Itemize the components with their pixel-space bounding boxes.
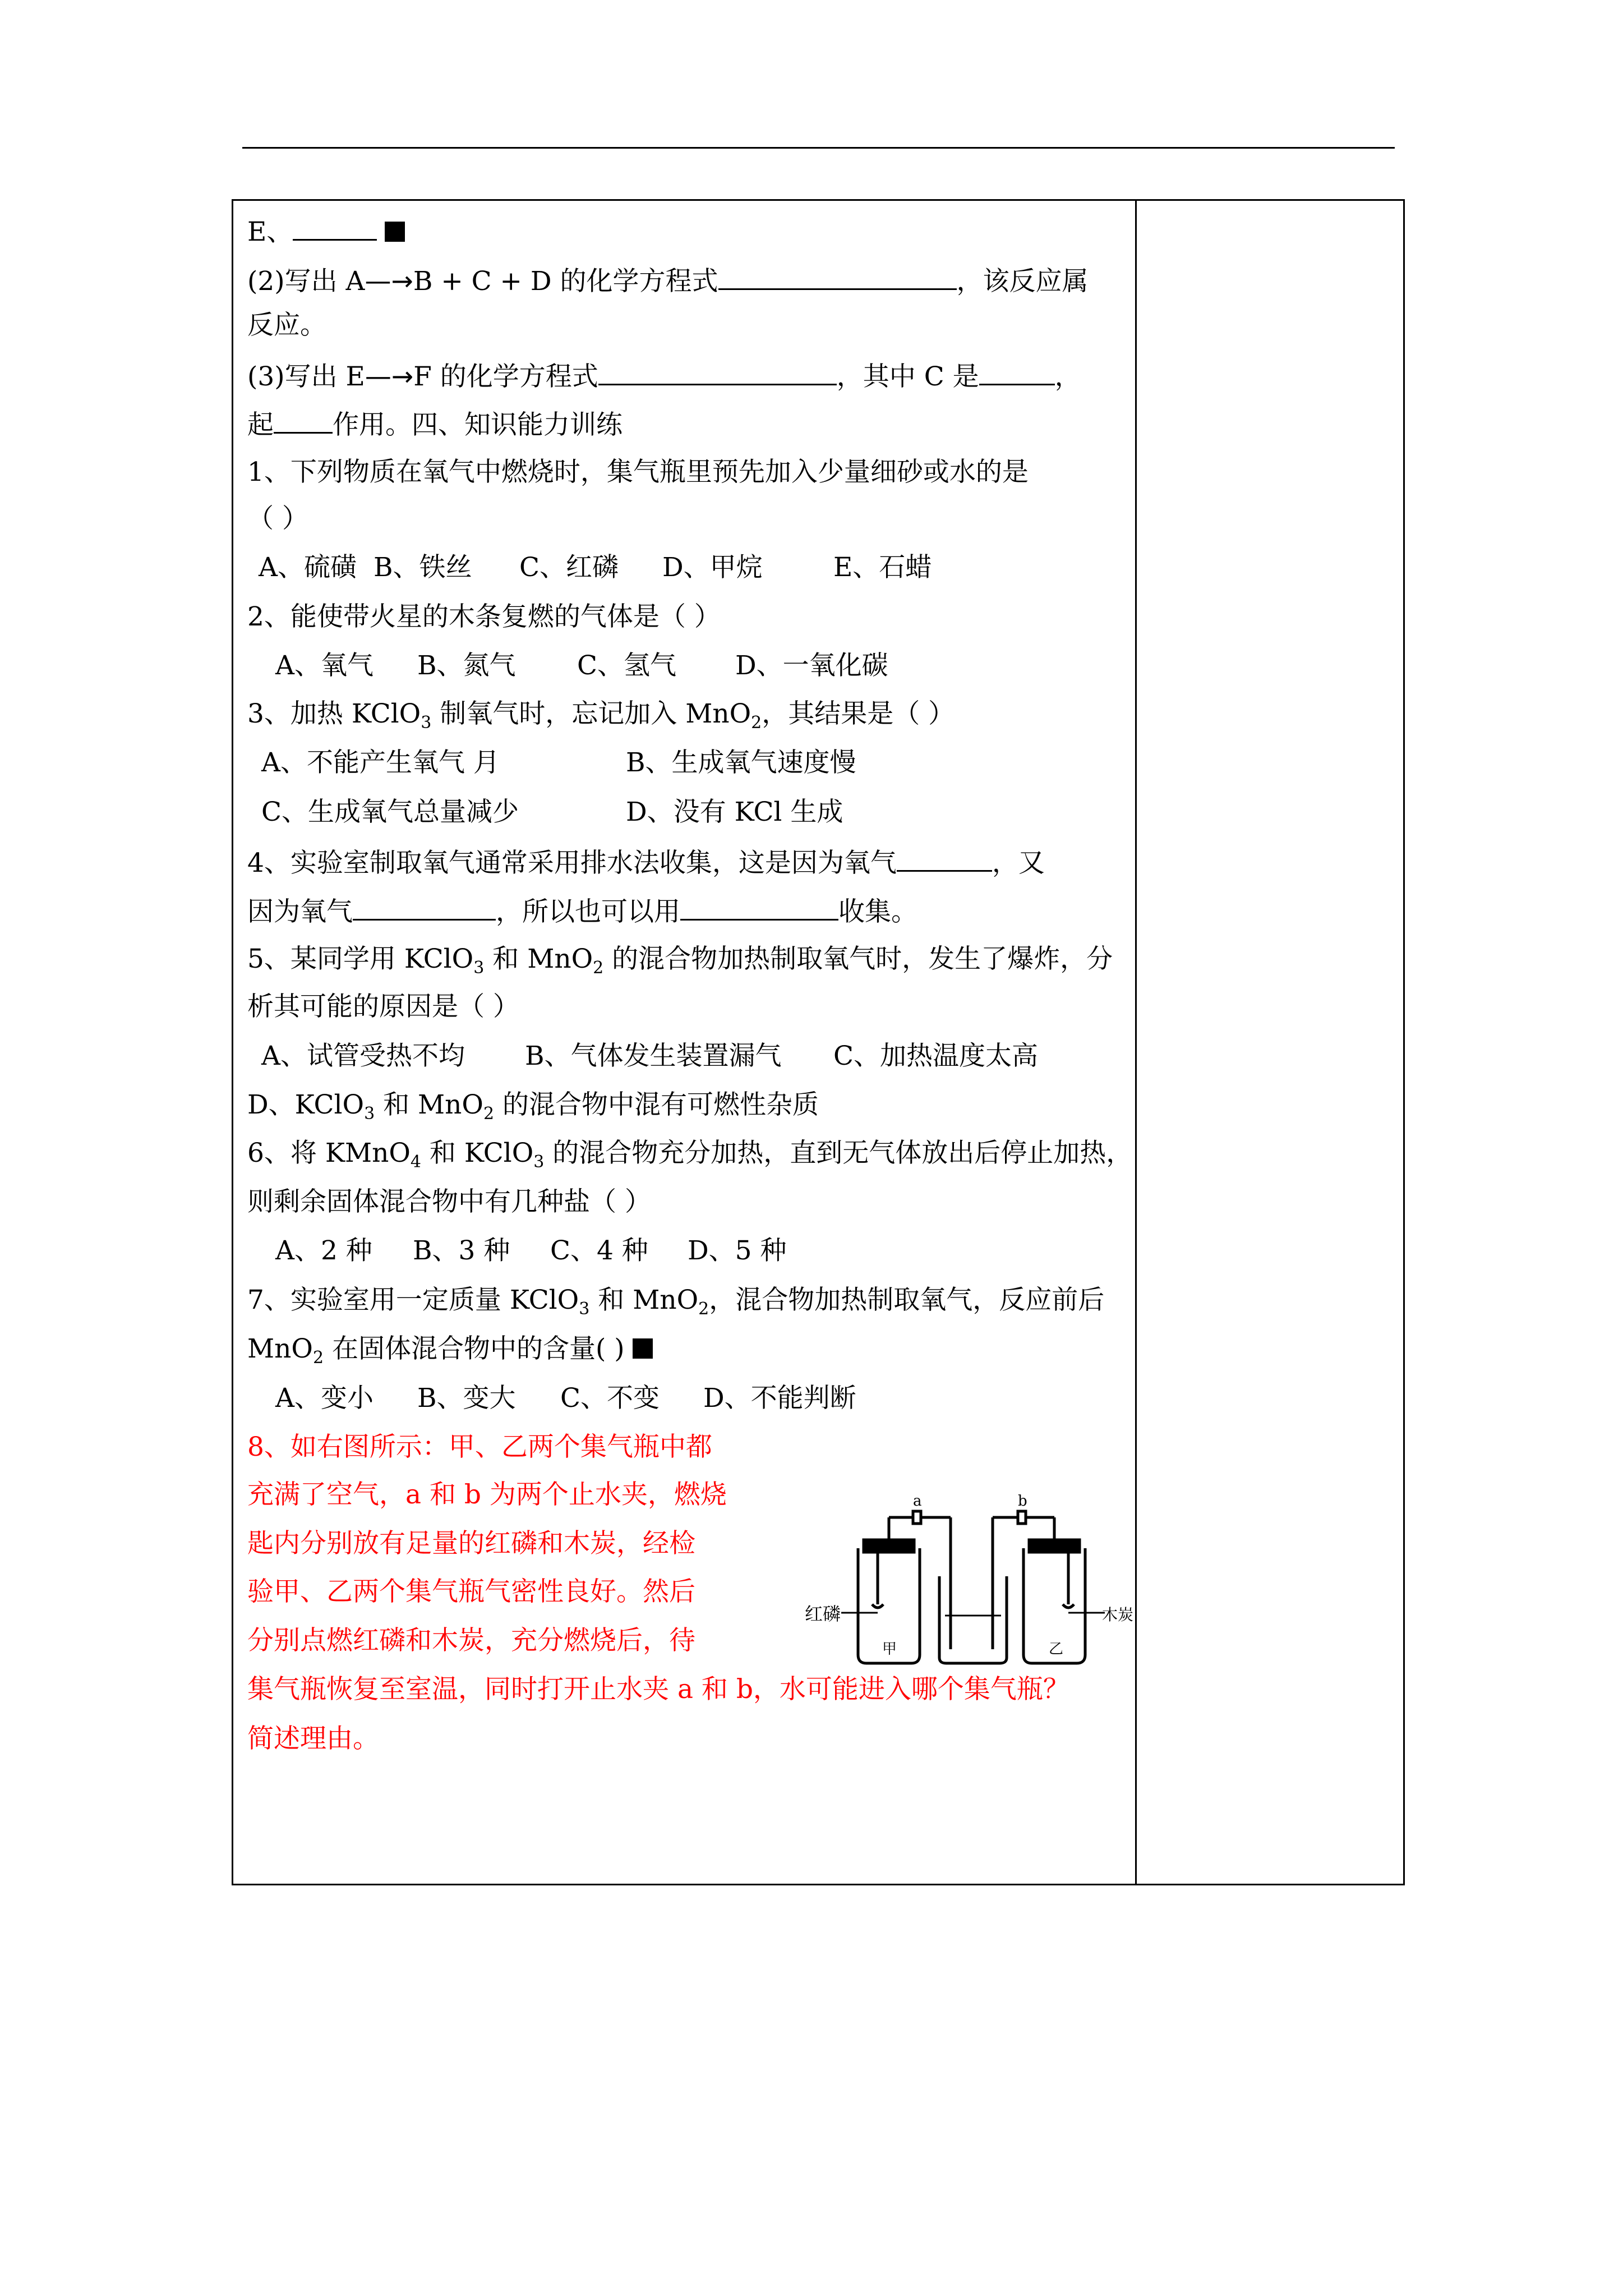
question-8-line: 简述理由。 [247,1723,379,1754]
question-5-line-2: 析其可能的原因是（ ） [247,991,519,1022]
q3-equation-blank[interactable] [598,358,837,385]
header-rule [242,147,1395,149]
question-4-line-2: 因为氧气 ，所以也可以用 收集。 [247,893,917,929]
figure-label-yi: 乙 [1049,1641,1064,1658]
option[interactable]: D、5 种 [688,1235,787,1266]
square-marker-icon [633,1338,653,1359]
question-1-stem: 1、下列物质在氧气中燃烧时，集气瓶里预先加入少量细砂或水的是 [247,457,1029,487]
question-8-line: 8、如右图所示：甲、乙两个集气瓶中都 [247,1432,712,1462]
question-7-options [275,1382,856,1415]
q2-line-1: (2)写出 A—→B + C + D 的化学方程式 ，该反应属 [247,263,1089,298]
option[interactable]: A、试管受热不均 [261,1041,465,1071]
q2-line-2: 反应。 [247,310,326,341]
question-6-options [275,1234,787,1268]
question-1-paren: （ ） [247,503,308,534]
square-marker-icon [385,222,405,242]
question-4-blank-1[interactable] [897,844,992,872]
question-2-stem: 2、能使带火星的木条复燃的气体是（ ） [247,601,721,632]
question-3-options-row-2 [261,795,843,829]
option[interactable]: B、气体发生装置漏气 [525,1041,782,1071]
option[interactable]: A、氧气 [275,650,374,681]
question-5-option-d[interactable]: D、KClO$_3$ 和 MnO$_2$ 的混合物中混有可燃性杂质 [247,1089,819,1124]
option[interactable]: C、不变 [560,1383,660,1414]
option[interactable]: D、不能判断 [703,1383,856,1414]
answer-e-blank[interactable] [293,213,377,241]
question-2-options [275,649,888,683]
option[interactable]: B、铁丝 [374,552,472,583]
apparatus-figure [799,1487,1134,1672]
q3-role-blank[interactable] [274,406,333,434]
q3-line-2: 起 作用。四、知识能力训练 [247,406,623,442]
option[interactable]: D、没有 KCl 生成 [626,797,843,827]
figure-label-right: 木炭 [1102,1605,1134,1624]
figure-label-left: 红磷 [805,1603,841,1625]
question-4-blank-2[interactable] [353,893,496,921]
question-3-stem: 3、加热 KClO$_3$ 制氧气时，忘记加入 MnO$_2$，其结果是（ ） [247,698,955,733]
question-7-line-2: MnO$_2$ 在固体混合物中的含量( ) [247,1332,653,1375]
figure-label-jia: 甲 [882,1641,897,1658]
question-5-options-row-1 [261,1039,1038,1073]
option[interactable]: A、2 种 [275,1235,372,1266]
option[interactable]: B、3 种 [413,1235,510,1266]
question-8-line: 充满了空气，a 和 b 为两个止水夹，燃烧 [247,1479,727,1510]
question-8-line: 匙内分别放有足量的红磷和木炭，经检 [247,1528,695,1559]
question-6-line-2: 则剩余固体混合物中有几种盐（ ） [247,1186,651,1217]
option[interactable]: C、生成氧气总量减少 [261,797,519,827]
question-8-line: 分别点燃红磷和木炭，充分燃烧后，待 [247,1625,695,1656]
option[interactable]: B、变大 [417,1383,516,1414]
arrow-icon: —→ [365,361,414,392]
option[interactable]: C、加热温度太高 [833,1041,1038,1071]
arrow-icon: —→ [365,266,413,297]
option[interactable]: A、硫磺 [259,552,357,583]
option[interactable]: C、4 种 [550,1235,648,1266]
e-label: E、 [247,217,293,247]
q3-c-blank[interactable] [979,358,1055,385]
option[interactable]: D、一氧化碳 [735,650,888,681]
option[interactable]: D、甲烷 [662,552,763,583]
option[interactable]: C、氢气 [577,650,676,681]
option[interactable]: B、氮气 [417,650,516,681]
figure-label-b: b [1018,1493,1027,1510]
option[interactable]: C、红磷 [519,552,619,583]
q3-line-1: (3)写出 E—→F 的化学方程式 ，其中 C 是 ， [247,358,1081,394]
question-4-line-1: 4、实验室制取氧气通常采用排水法收集，这是因为氧气 ，又 [247,844,1045,880]
option[interactable]: B、生成氧气速度慢 [626,747,856,778]
q2-equation-blank[interactable] [718,263,957,290]
question-1-options [259,551,932,585]
option[interactable]: E、石蜡 [833,552,932,583]
option[interactable]: A、变小 [275,1383,374,1414]
question-6-line-1: 6、将 KMnO$_4$ 和 KClO$_3$ 的混合物充分加热，直到无气体放出后停止加热， [247,1138,1133,1172]
answer-e-line [247,213,405,249]
table-column-divider [1135,199,1137,1885]
figure-label-a: a [913,1493,922,1510]
option[interactable]: A、不能产生氧气 月 [261,747,500,778]
question-4-blank-3[interactable] [680,893,838,921]
question-8-line: 集气瓶恢复至室温，同时打开止水夹 a 和 b，水可能进入哪个集气瓶？ [247,1674,1069,1705]
question-8-line: 验甲、乙两个集气瓶气密性良好。然后 [247,1576,695,1607]
question-5-line-1: 5、某同学用 KClO$_3$ 和 MnO$_2$ 的混合物加热制取氧气时，发生了爆炸，分 [247,944,1113,978]
question-3-options-row-1 [261,746,856,780]
question-7-line-1: 7、实验室用一定质量 KClO$_3$ 和 MnO$_2$，混合物加热制取氧气，反应前后 [247,1285,1105,1319]
